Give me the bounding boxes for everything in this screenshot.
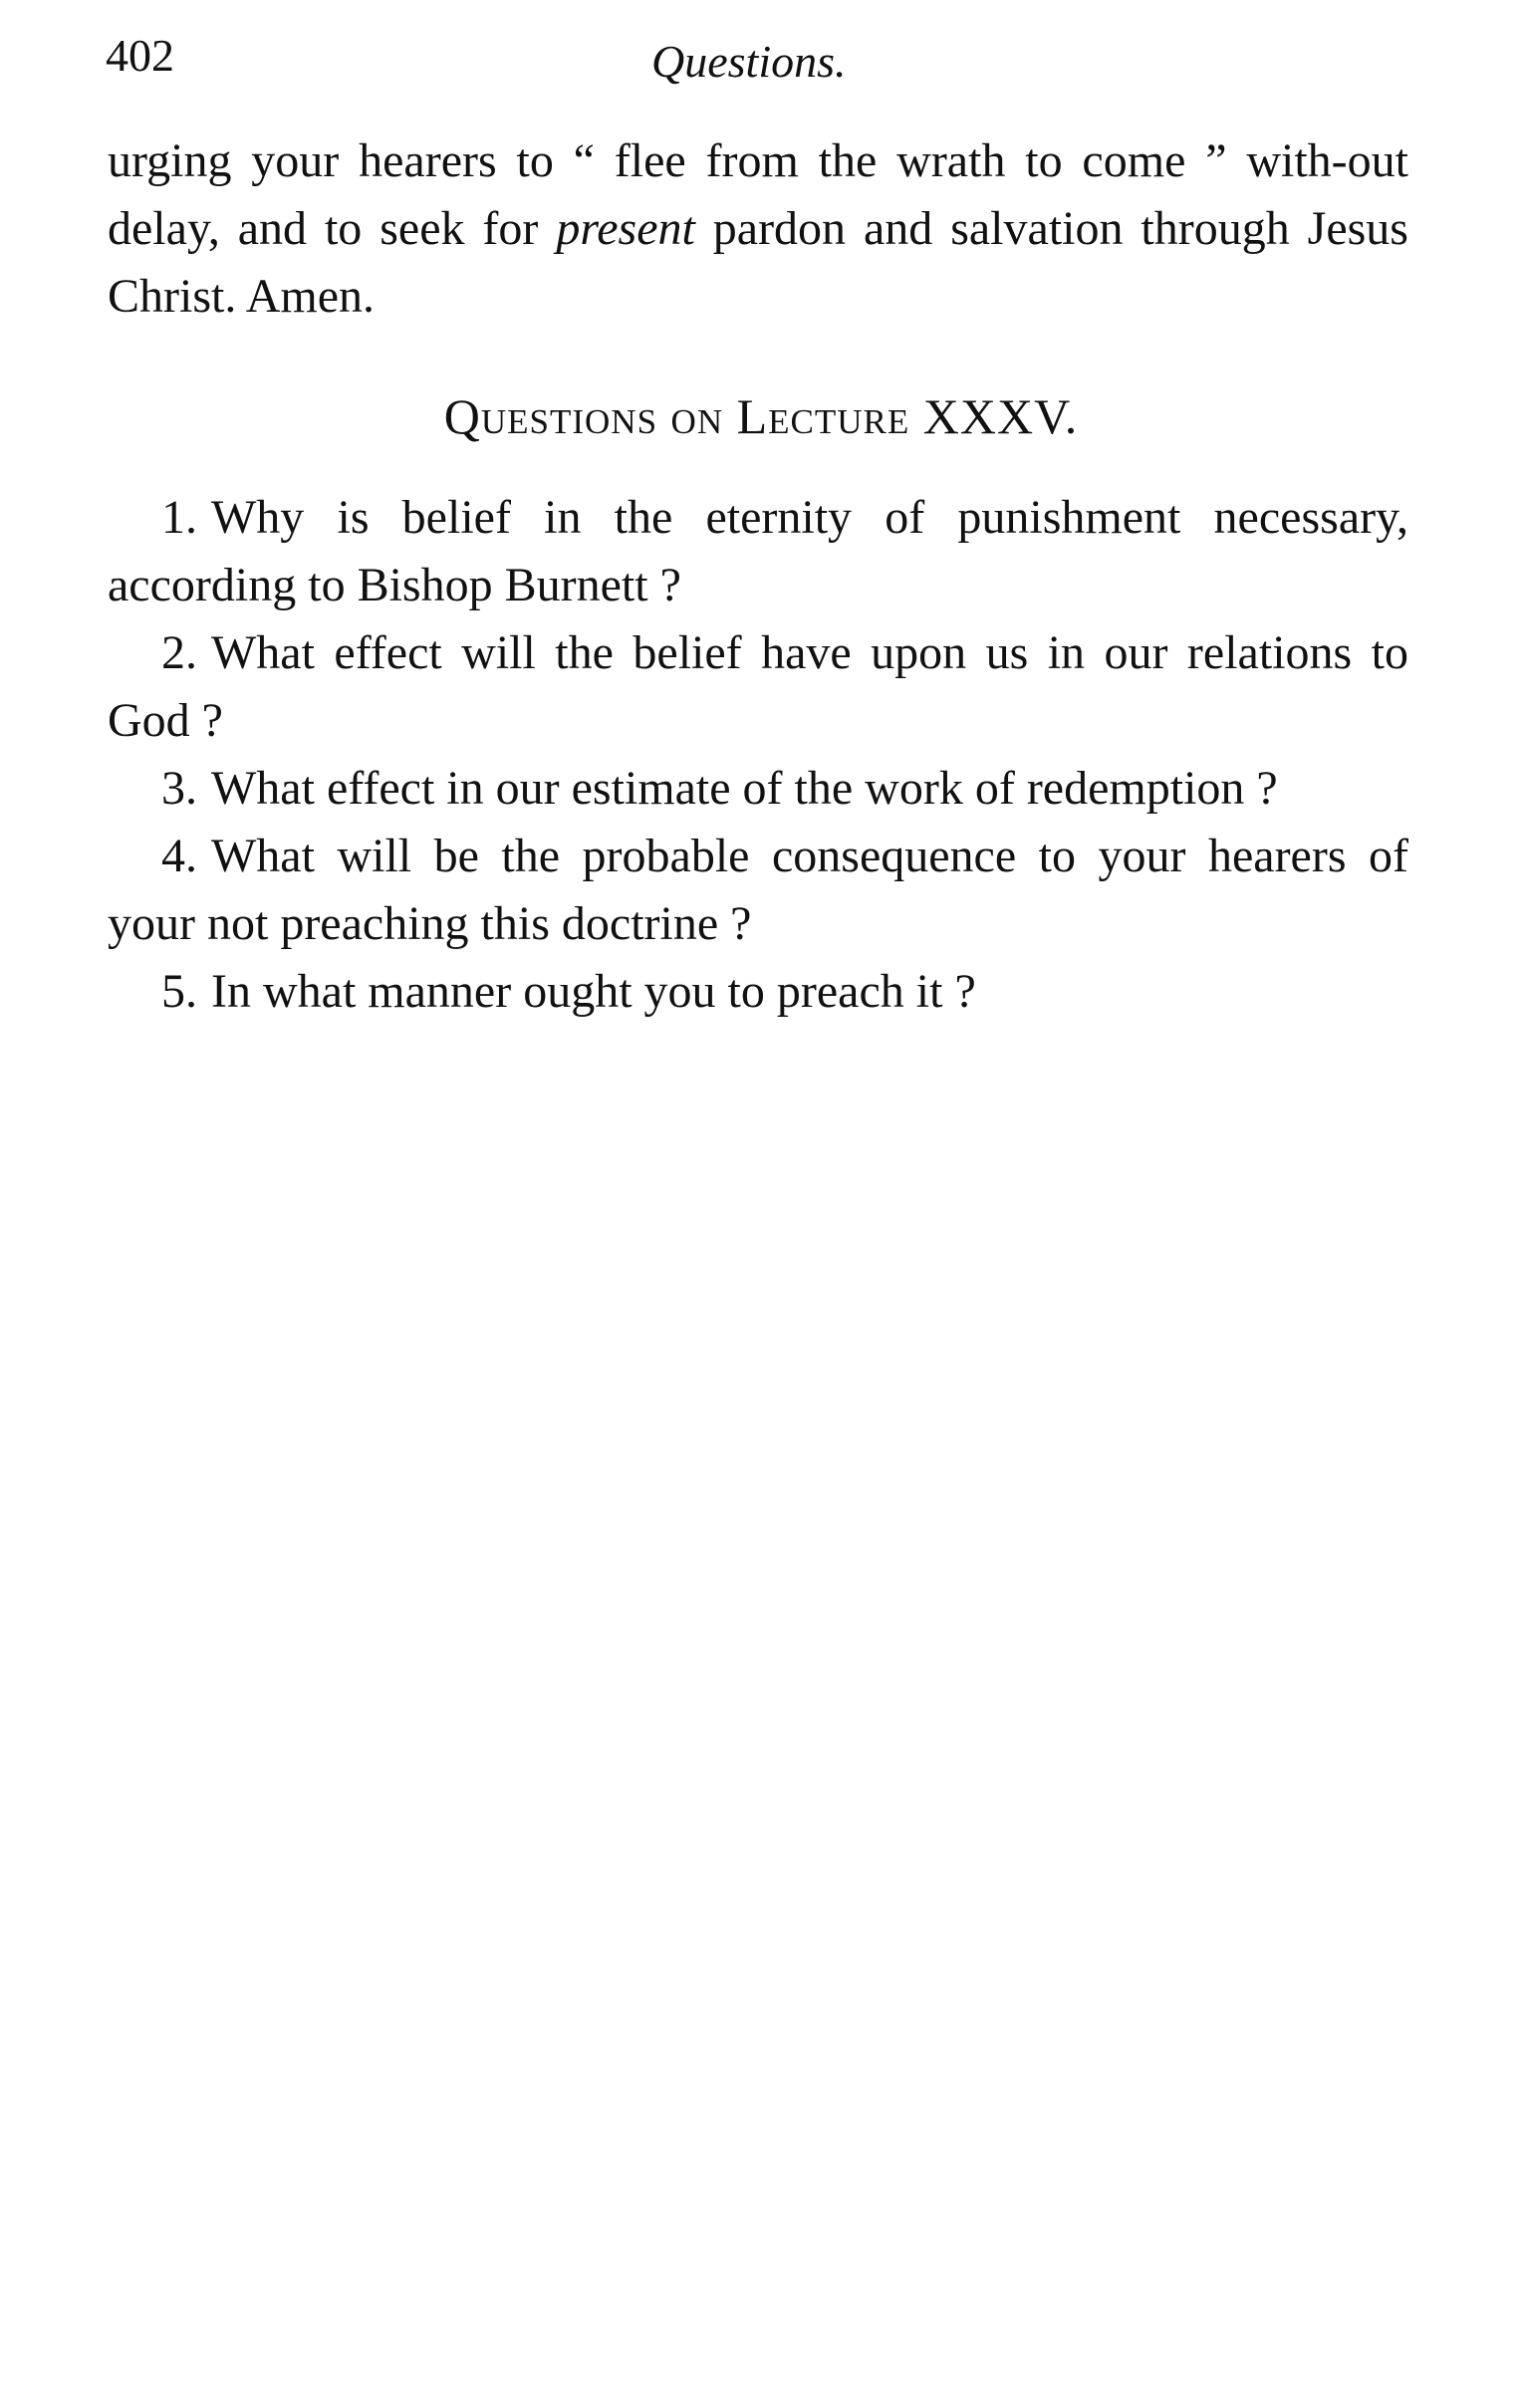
continuation-text-end: pardon and salvation through Jesus Christ. Amen.	[108, 202, 1408, 323]
question-text: What effect in our estimate of the work of redemption ?	[211, 762, 1278, 815]
question-text: What effect will the belief have upon us in our relations to God ?	[108, 626, 1408, 747]
question-item	[108, 484, 1408, 619]
continuation-text-start: urging your hearers to “ flee from the wrath to come ” with-out delay, and to seek for	[108, 134, 1408, 255]
question-text: Why is belief in the eternity of punishment necessary, according to Bishop Burnett ?	[108, 491, 1408, 611]
question-number: 3.	[161, 762, 197, 815]
question-text: What will be the probable consequence to your hearers of your not preaching this doctrine ?	[108, 830, 1408, 950]
question-item	[108, 619, 1408, 755]
question-item	[108, 755, 1408, 823]
emphasized-word: present	[556, 202, 695, 255]
question-item	[108, 958, 1408, 1026]
continuation-paragraph	[108, 127, 1408, 331]
section-heading: Questions on Lecture XXXV.	[443, 388, 1079, 444]
question-item	[108, 823, 1408, 958]
question-number: 4.	[161, 830, 197, 882]
question-number: 5.	[161, 965, 197, 1018]
question-number: 1.	[161, 491, 197, 544]
question-text: In what manner ought you to preach it ?	[211, 965, 976, 1018]
question-number: 2.	[161, 626, 197, 679]
running-title: Questions.	[651, 36, 847, 87]
page-number: 402	[106, 30, 174, 81]
